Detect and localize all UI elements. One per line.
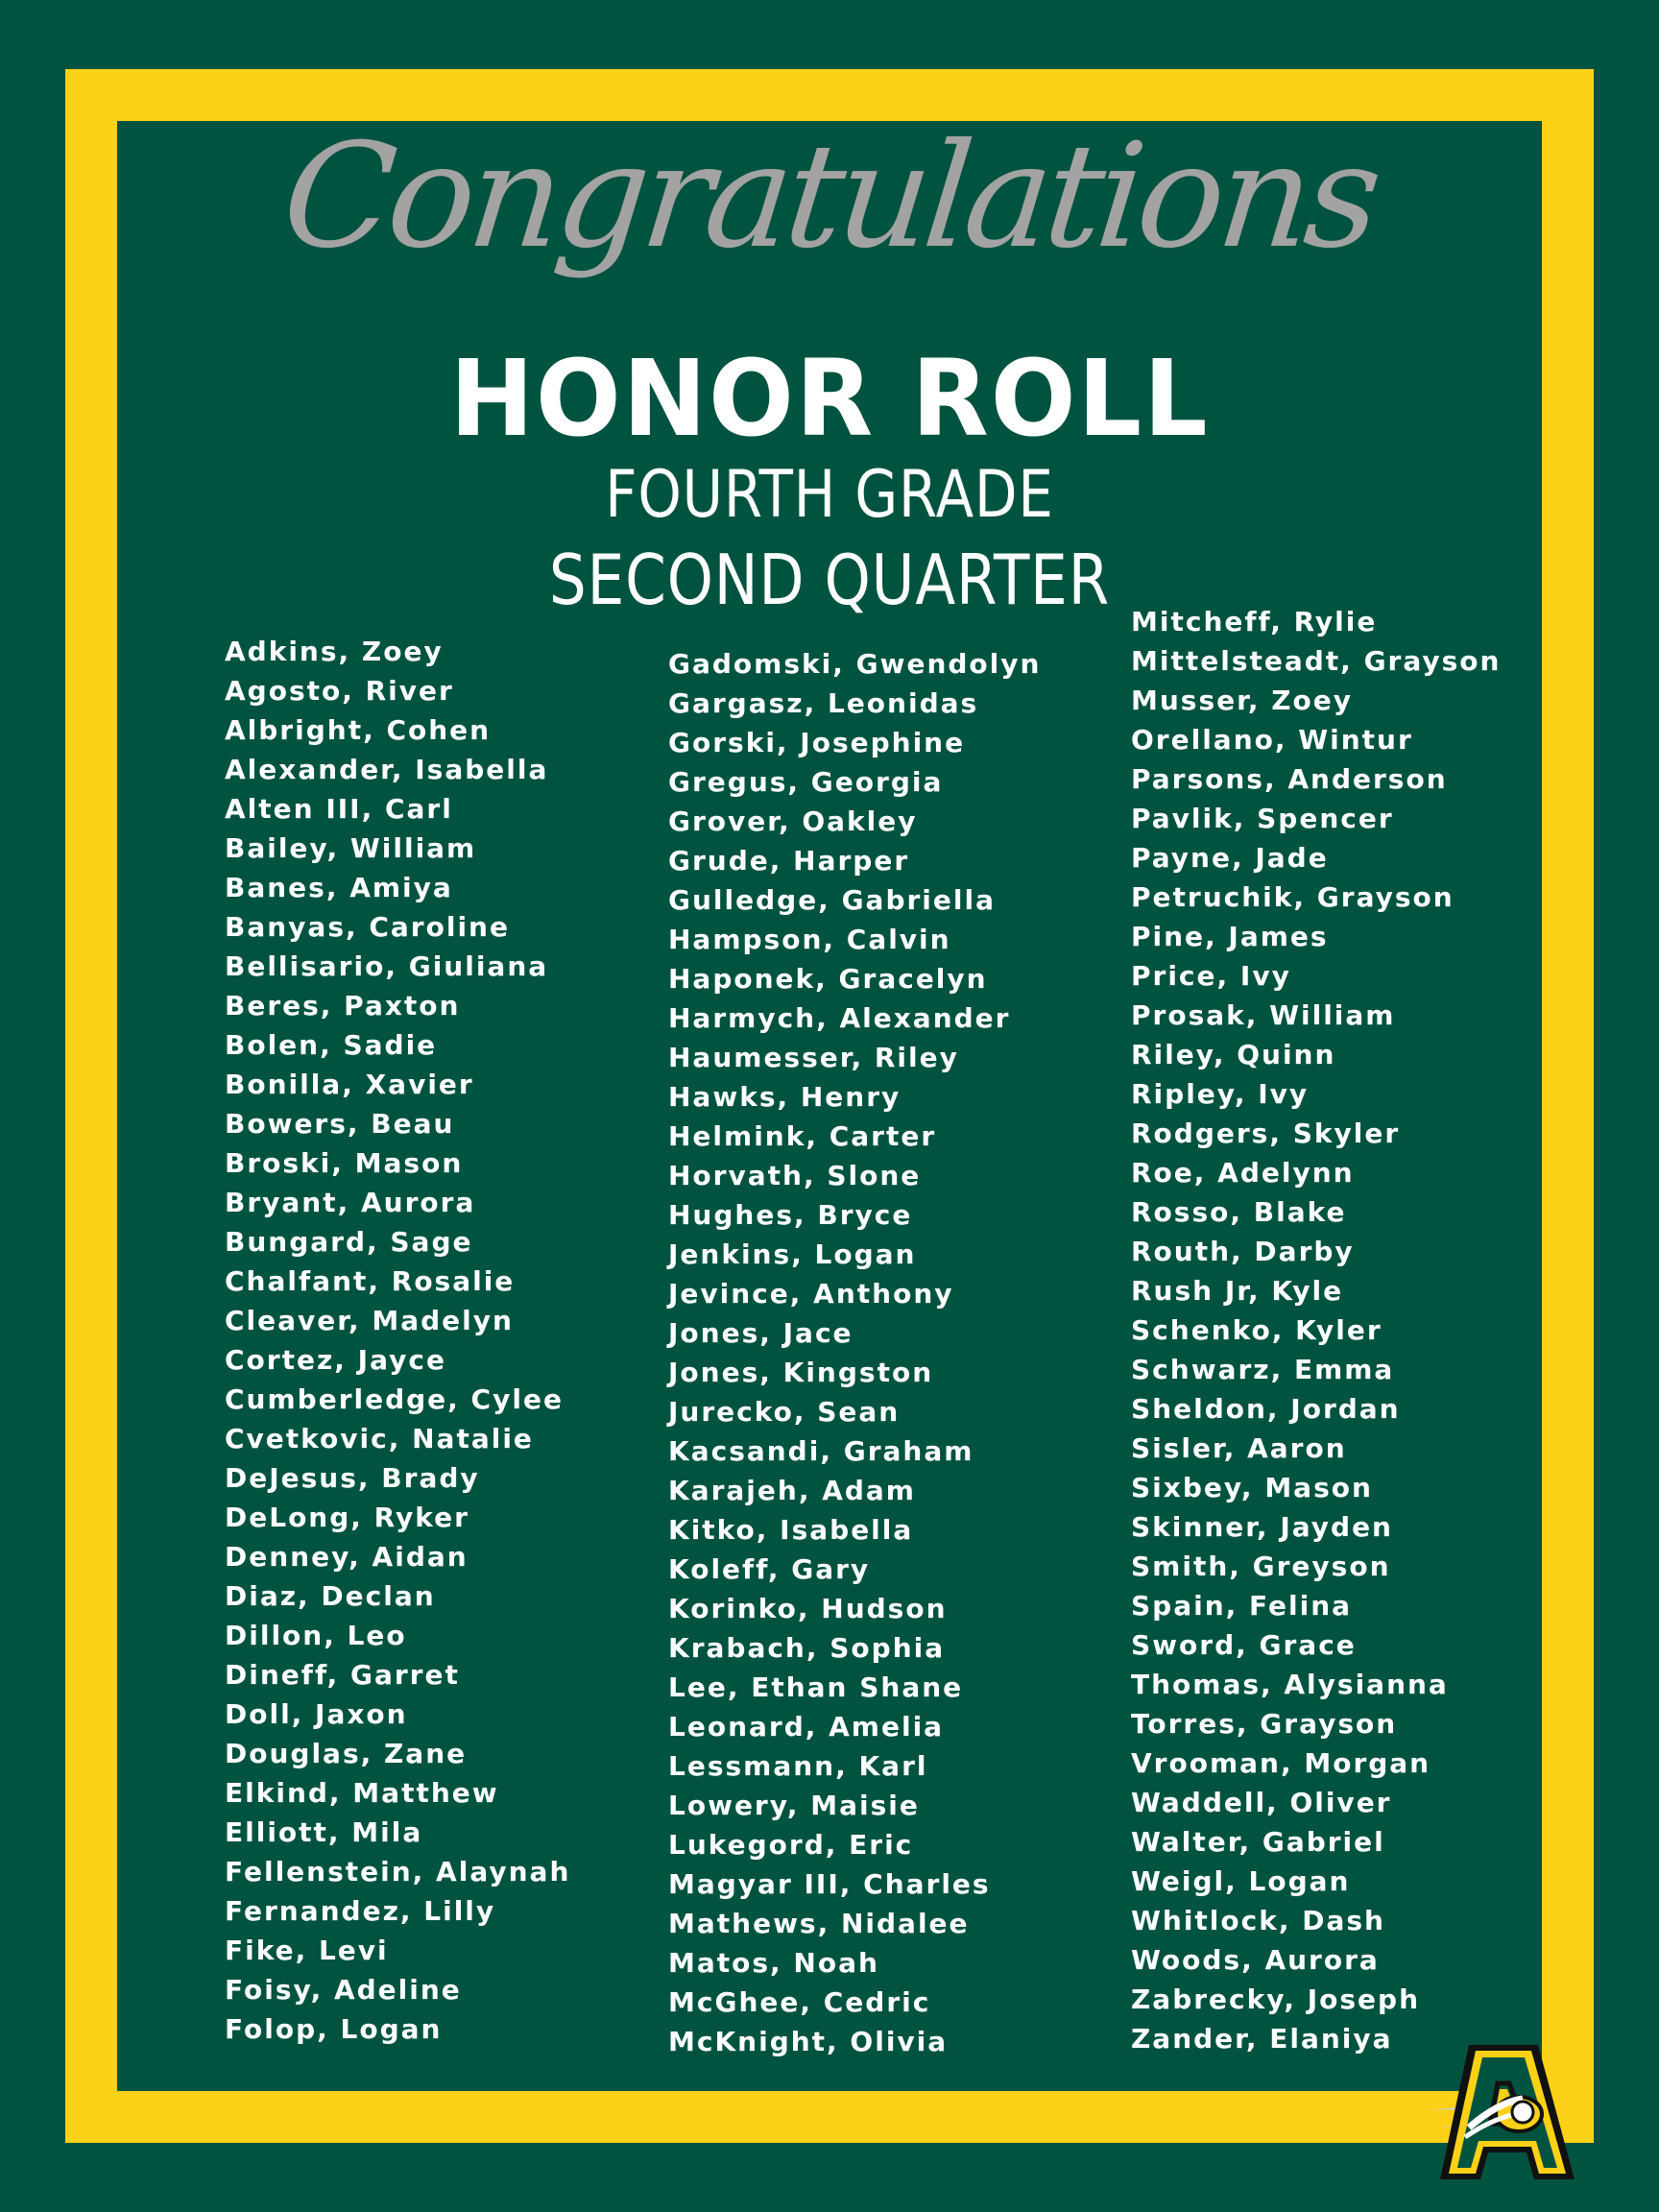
name-list-item: Mathews, Nidalee (668, 1908, 970, 1939)
name-list-item: Hampson, Calvin (668, 924, 951, 955)
name-list-item: Cumberledge, Cylee (225, 1383, 564, 1415)
name-list-item: Beres, Paxton (225, 990, 461, 1022)
name-list-item: Korinko, Hudson (668, 1593, 948, 1624)
name-list-item: McGhee, Cedric (668, 1986, 931, 2018)
name-list-item: Spain, Felina (1131, 1590, 1353, 1622)
name-list-item: Parsons, Anderson (1131, 763, 1448, 795)
name-list-item: Lowery, Maisie (668, 1790, 920, 1821)
name-list-item: Routh, Darby (1131, 1236, 1355, 1267)
name-list-item: Leonard, Amelia (668, 1711, 945, 1743)
name-list-item: Jones, Jace (668, 1317, 854, 1349)
name-list-item: Kitko, Isabella (668, 1514, 914, 1546)
name-list-item: Payne, Jade (1131, 842, 1329, 874)
name-list-item: Fellenstein, Alaynah (225, 1856, 571, 1887)
name-list-item: Grude, Harper (668, 845, 910, 877)
name-list-item: Schenko, Kyler (1131, 1314, 1382, 1346)
name-list-item: Jones, Kingston (668, 1357, 934, 1388)
name-list-item: Agosto, River (225, 675, 454, 707)
names-column-2 (668, 644, 1041, 2061)
school-letter-a-logo-icon (1431, 2035, 1575, 2189)
name-list-item: Fernandez, Lilly (225, 1895, 496, 1927)
name-list-item: DeJesus, Brady (225, 1462, 480, 1494)
name-list-item: Prosak, William (1131, 999, 1396, 1031)
name-list-item: Sisler, Aaron (1131, 1432, 1347, 1464)
name-list-item: Gulledge, Gabriella (668, 884, 996, 916)
name-list-item: Orellano, Wintur (1131, 724, 1413, 756)
name-list-item: Kacsandi, Graham (668, 1435, 974, 1467)
name-list-item: Matos, Noah (668, 1947, 879, 1979)
name-list-item: Horvath, Slone (668, 1160, 922, 1191)
name-list-item: Banyas, Caroline (225, 911, 510, 943)
name-list-item: Musser, Zoey (1131, 685, 1353, 716)
name-list-item: Torres, Grayson (1131, 1708, 1398, 1740)
name-list-item: Zabrecky, Joseph (1131, 1984, 1421, 2015)
name-list-item: Hughes, Bryce (668, 1199, 913, 1231)
name-list-item: Lee, Ethan Shane (668, 1671, 964, 1703)
name-list-item: Albright, Cohen (225, 714, 492, 746)
name-list-item: Chalfant, Rosalie (225, 1265, 516, 1297)
name-list-item: Helmink, Carter (668, 1120, 937, 1152)
name-list-item: Mitcheff, Rylie (1131, 606, 1378, 637)
name-list-item: Haumesser, Riley (668, 1042, 959, 1073)
name-list-item: Doll, Jaxon (225, 1698, 408, 1730)
name-list-item: Ripley, Ivy (1131, 1078, 1310, 1110)
name-list-item: Smith, Greyson (1131, 1551, 1391, 1582)
name-list-item: Koleff, Gary (668, 1553, 871, 1585)
name-list-item: Walter, Gabriel (1131, 1826, 1385, 1858)
names-column-1 (225, 632, 570, 2049)
name-list-item: Lessmann, Karl (668, 1750, 928, 1782)
name-list-item: Schwarz, Emma (1131, 1354, 1395, 1385)
name-list-item: Harmych, Alexander (668, 1002, 1011, 1034)
name-list-item: Thomas, Alysianna (1131, 1669, 1449, 1700)
name-list-item: Adkins, Zoey (225, 636, 444, 667)
name-list-item: Rosso, Blake (1131, 1196, 1347, 1228)
name-list-item: Cortez, Jayce (225, 1344, 446, 1376)
name-list-item: Alten III, Carl (225, 793, 453, 825)
name-list-item: Price, Ivy (1131, 960, 1291, 992)
honor-roll-title: HONOR ROLL (449, 337, 1210, 460)
name-list-item: Waddell, Oliver (1131, 1787, 1392, 1818)
name-list-item: Jevince, Anthony (668, 1278, 954, 1310)
name-list-item: Elliott, Mila (225, 1816, 423, 1848)
name-list-item: Lukegord, Eric (668, 1829, 914, 1861)
name-list-item: Sheldon, Jordan (1131, 1393, 1401, 1425)
name-list-item: Dillon, Leo (225, 1620, 407, 1651)
name-list-item: Bonilla, Xavier (225, 1069, 474, 1100)
name-list-item: Jenkins, Logan (668, 1238, 917, 1270)
name-list-item: Hawks, Henry (668, 1081, 902, 1113)
name-list-item: Denney, Aidan (225, 1541, 469, 1573)
name-list-item: Bryant, Aurora (225, 1187, 476, 1218)
name-list-item: Gorski, Josephine (668, 727, 966, 758)
name-list-item: Gregus, Georgia (668, 766, 944, 798)
name-list-item: Cleaver, Madelyn (225, 1305, 514, 1336)
name-list-item: Pine, James (1131, 921, 1329, 952)
name-list-item: Alexander, Isabella (225, 754, 549, 785)
name-list-item: Krabach, Sophia (668, 1632, 946, 1664)
name-list-item: Karajeh, Adam (668, 1475, 916, 1506)
name-list-item: Whitlock, Dash (1131, 1905, 1385, 1936)
name-list-item: Elkind, Matthew (225, 1777, 499, 1809)
name-list-item: McKnight, Olivia (668, 2026, 949, 2057)
congratulations-script-title: Congratulations (276, 113, 1383, 280)
name-list-item: Haponek, Gracelyn (668, 963, 988, 995)
name-list-item: Foisy, Adeline (225, 1974, 462, 2006)
name-list-item: Roe, Adelynn (1131, 1157, 1355, 1189)
name-list-item: Bailey, William (225, 832, 477, 864)
name-list-item: Cvetkovic, Natalie (225, 1423, 534, 1455)
name-list-item: Bellisario, Giuliana (225, 950, 549, 982)
name-list-item: Pavlik, Spencer (1131, 803, 1394, 834)
name-list-item: Bungard, Sage (225, 1226, 473, 1258)
name-list-item: Sixbey, Mason (1131, 1472, 1373, 1503)
name-list-item: Gargasz, Leonidas (668, 687, 979, 719)
name-list-item: Riley, Quinn (1131, 1039, 1336, 1070)
quarter-subtitle: SECOND QUARTER (548, 540, 1111, 620)
name-list-item: Bolen, Sadie (225, 1029, 438, 1061)
name-list-item: Douglas, Zane (225, 1738, 468, 1769)
name-list-item: Zander, Elaniya (1131, 2023, 1393, 2055)
name-list-item: Weigl, Logan (1131, 1865, 1351, 1897)
name-list-item: Banes, Amiya (225, 872, 453, 903)
name-list-item: Woods, Aurora (1131, 1944, 1380, 1976)
name-list-item: Rodgers, Skyler (1131, 1118, 1401, 1149)
names-column-3 (1131, 602, 1501, 2058)
name-list-item: Rush Jr, Kyle (1131, 1275, 1344, 1307)
name-list-item: Bowers, Beau (225, 1108, 455, 1140)
name-list-item: Folop, Logan (225, 2013, 443, 2045)
name-list-item: Broski, Mason (225, 1147, 464, 1179)
name-list-item: Skinner, Jayden (1131, 1511, 1393, 1543)
name-list-item: DeLong, Ryker (225, 1502, 469, 1533)
name-list-item: Mittelsteadt, Grayson (1131, 645, 1502, 677)
grade-subtitle: FOURTH GRADE (605, 457, 1054, 533)
name-list-item: Grover, Oakley (668, 805, 918, 837)
name-list-item: Magyar III, Charles (668, 1868, 991, 1900)
name-list-item: Diaz, Declan (225, 1580, 436, 1612)
name-list-item: Petruchik, Grayson (1131, 881, 1455, 913)
name-list-item: Sword, Grace (1131, 1629, 1357, 1661)
name-list-item: Gadomski, Gwendolyn (668, 648, 1042, 680)
name-list-item: Fike, Levi (225, 1935, 389, 1966)
name-list-item: Vrooman, Morgan (1131, 1747, 1431, 1779)
name-list-item: Jurecko, Sean (668, 1396, 901, 1428)
name-list-item: Dineff, Garret (225, 1659, 460, 1691)
